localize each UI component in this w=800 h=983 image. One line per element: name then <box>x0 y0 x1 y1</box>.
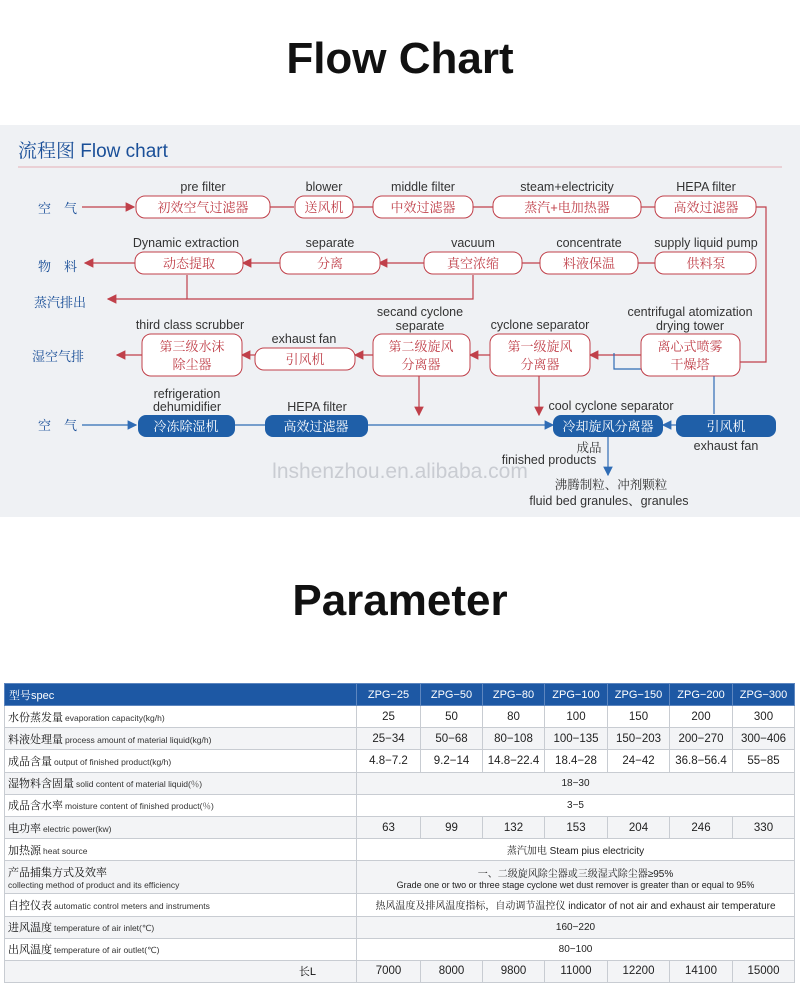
table-row: 长L 7000 8000 9800 11000 12200 14100 15000 <box>5 960 795 982</box>
svg-text:pre filter: pre filter <box>180 180 226 194</box>
svg-text:沸腾制粒、冲剂颗粒: 沸腾制粒、冲剂颗粒 <box>554 478 668 492</box>
node-spray-drying-tower <box>627 305 752 376</box>
header-model: ZPG−300 <box>733 684 795 706</box>
svg-text:分离: 分离 <box>316 256 344 271</box>
header-model: ZPG−25 <box>357 684 421 706</box>
svg-text:离心式喷雾: 离心式喷雾 <box>657 339 723 354</box>
svg-text:第二级旋风: 第二级旋风 <box>388 339 454 354</box>
node-heater <box>493 180 641 218</box>
table-row: 水份蒸发量 evaporation capacity(kg/h) 25 50 80 100 150 200 300 <box>5 706 795 728</box>
table-row: 湿物料含固量 solid content of material liquid(％) 18−30 <box>5 772 795 794</box>
table-row: 出风温度 temperature of air outlet(℃) 80−100 <box>5 938 795 960</box>
header-model: ZPG−50 <box>421 684 483 706</box>
header-model: ZPG−100 <box>545 684 608 706</box>
svg-text:中效过滤器: 中效过滤器 <box>390 200 456 215</box>
node-supply-pump <box>654 236 758 274</box>
node-hepa-filter-1 <box>655 180 756 218</box>
flow-header: 流程图 Flow chart <box>18 141 168 162</box>
svg-text:供料泵: 供料泵 <box>686 256 726 271</box>
node-middle-filter <box>373 180 473 218</box>
node-separate <box>280 236 380 274</box>
svg-text:蒸汽+电加热器: 蒸汽+电加热器 <box>524 200 610 215</box>
table-row: 成品含量 output of finished product(kg/h) 4.8−7.2 9.2−14 14.8−22.4 18.4−28 24−42 36.8−56.4 55−85 <box>5 750 795 772</box>
svg-text:动态提取: 动态提取 <box>162 256 216 271</box>
svg-text:middle filter: middle filter <box>391 180 455 194</box>
svg-text:finished products: finished products <box>501 453 597 467</box>
svg-text:steam+electricity: steam+electricity <box>520 180 614 194</box>
flow-chart-panel <box>0 125 800 517</box>
node-refrigeration-dehumidifier <box>138 387 235 437</box>
node-cool-cyclone-separator <box>548 399 673 437</box>
svg-text:concentrate: concentrate <box>556 236 622 250</box>
row-label-material: 物 料 <box>38 259 78 274</box>
svg-text:干燥塔: 干燥塔 <box>670 357 710 372</box>
svg-text:refrigeration: refrigeration <box>153 387 221 401</box>
node-dynamic-extraction <box>133 236 243 274</box>
parameter-title: Parameter <box>292 576 508 625</box>
row-label-air-2: 空 气 <box>38 418 78 433</box>
table-row: 进风温度 temperature of air inlet(℃) 160−220 <box>5 916 795 938</box>
row-label-wet-exhaust: 湿空气排 <box>32 349 85 364</box>
svg-text:separate: separate <box>305 236 355 250</box>
svg-text:dehumidifier: dehumidifier <box>152 400 222 414</box>
svg-text:分离器: 分离器 <box>401 357 441 372</box>
node-cyclone-separator <box>490 318 590 376</box>
svg-text:exhaust fan: exhaust fan <box>271 332 337 346</box>
table-row: 产品捕集方式及效率 collecting method of product and its efficiency 一、二级旋风除尘器或三级湿式除尘器≥95% Grade one or two or three stage cyclone wet dust remover is greater than or equal to 95% <box>5 861 795 894</box>
svg-text:cool cyclone separator: cool cyclone separator <box>548 399 674 413</box>
flow-chart-title: Flow Chart <box>286 34 514 83</box>
table-row: 料液处理量 process amount of material liquid(kg/h) 25−34 50−68 80−108 100−135 150−203 200−270 300−406 <box>5 728 795 750</box>
node-exhaust-fan-1 <box>255 332 355 370</box>
svg-text:第一级旋风: 第一级旋风 <box>507 339 573 354</box>
header-model: ZPG−150 <box>608 684 670 706</box>
svg-text:冷却旋风分离器: 冷却旋风分离器 <box>562 419 654 434</box>
svg-text:料液保温: 料液保温 <box>562 256 616 271</box>
header-model: ZPG−200 <box>670 684 733 706</box>
node-pre-filter <box>136 180 270 218</box>
svg-text:送风机: 送风机 <box>304 200 344 215</box>
svg-text:真空浓缩: 真空浓缩 <box>446 256 500 271</box>
svg-text:fluid bed granules、granules: fluid bed granules、granules <box>529 494 689 508</box>
svg-text:Dynamic extraction: Dynamic extraction <box>132 236 240 250</box>
svg-text:third class scrubber: third class scrubber <box>135 318 245 332</box>
row-label-air-1: 空 气 <box>38 201 78 216</box>
header-model: ZPG−80 <box>483 684 545 706</box>
node-hepa-filter-2 <box>265 400 368 437</box>
svg-text:vacuum: vacuum <box>451 236 495 250</box>
node-exhaust-fan-2 <box>676 415 776 453</box>
node-second-cyclone <box>373 305 470 376</box>
table-row: 成品含水率 moisture content of finished product(％) 3−5 <box>5 794 795 816</box>
svg-text:第三级水沫: 第三级水沫 <box>159 339 225 354</box>
header-spec: 型号spec <box>5 684 357 706</box>
svg-text:HEPA filter: HEPA filter <box>676 180 736 194</box>
flow-diagram <box>0 125 800 517</box>
svg-text:引风机: 引风机 <box>285 352 325 367</box>
svg-text:高效过滤器: 高效过滤器 <box>673 200 739 215</box>
svg-text:高效过滤器: 高效过滤器 <box>283 419 349 434</box>
svg-text:separate: separate <box>395 319 445 333</box>
svg-text:supply liquid pump: supply liquid pump <box>654 236 758 250</box>
svg-text:drying tower: drying tower <box>655 319 725 333</box>
svg-text:exhaust fan: exhaust fan <box>693 439 759 453</box>
svg-text:引风机: 引风机 <box>706 419 746 434</box>
table-row: 加热源 heat source 蒸汽加电 Steam pius electricity <box>5 839 795 861</box>
svg-text:centrifugal atomization: centrifugal atomization <box>627 305 753 319</box>
watermark: lnshenzhou.en.alibaba.com <box>272 460 528 483</box>
parameter-table <box>4 683 795 983</box>
node-vacuum <box>424 236 522 274</box>
node-third-scrubber <box>136 318 244 376</box>
svg-text:初效空气过滤器: 初效空气过滤器 <box>157 200 249 215</box>
table-row: 自控仪表 automatic control meters and instruments 热风温度及排风温度指标，自动调节温控仪 indicator of not air and exhaust air temperature <box>5 894 795 916</box>
svg-text:分离器: 分离器 <box>520 357 560 372</box>
table-row: 电功率 electric power(kw) 63 99 132 153 204 246 330 <box>5 816 795 838</box>
svg-text:冷冻除湿机: 冷冻除湿机 <box>153 419 219 434</box>
node-concentrate <box>540 236 638 274</box>
svg-text:cyclone separator: cyclone separator <box>490 318 590 332</box>
finished-products <box>502 440 689 508</box>
row-label-steam-out: 蒸汽排出 <box>34 295 87 310</box>
table-header-row <box>5 684 795 706</box>
svg-text:secand cyclone: secand cyclone <box>376 305 464 319</box>
svg-text:HEPA filter: HEPA filter <box>287 400 347 414</box>
node-blower <box>295 180 353 218</box>
svg-text:blower: blower <box>305 180 343 194</box>
svg-text:成品: 成品 <box>576 441 602 455</box>
svg-text:除尘器: 除尘器 <box>172 357 212 372</box>
